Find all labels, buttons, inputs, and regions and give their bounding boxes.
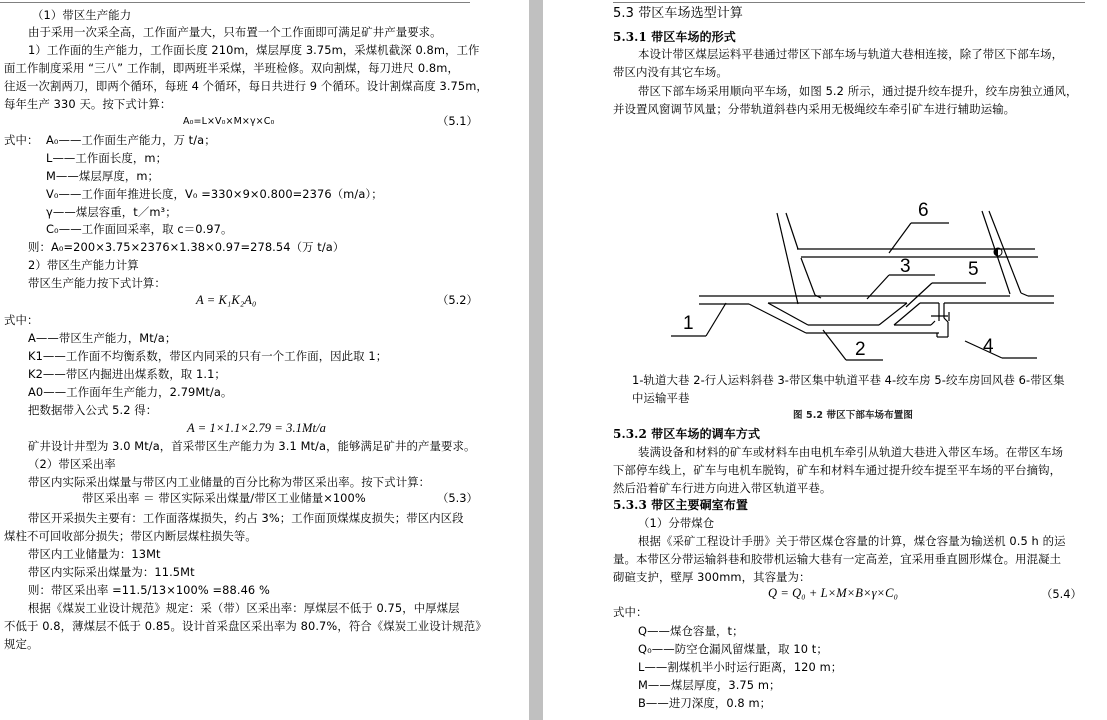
formula-result-5-2: A = 1×1.1×2.79 = 3.1Mt/a: [187, 421, 327, 435]
heading-area-capacity: 2）带区生产能力计算: [28, 258, 139, 272]
definition: M——煤层厚度，m；: [46, 169, 160, 183]
figure-caption: 图 5.2 带区下部车场布置图: [793, 410, 913, 421]
paragraph-line: 本设计带区煤层运料平巷通过带区下部车场与轨道大巷相连接，除了带区下部车场，: [638, 47, 1064, 61]
definition: Q——煤仓容量，t；: [638, 624, 744, 638]
figure-label-5: 5: [968, 259, 979, 280]
paragraph: 带区内实际采出煤量与带区内工业储量的百分比称为带区采出率。按下式计算：: [28, 475, 431, 489]
where-label: 式中：: [4, 313, 39, 327]
paragraph-line: 根据《煤炭工业设计规范》规定：采（带）区采出率：厚煤层不低于 0.75，中厚煤层: [28, 601, 460, 615]
page-top-rule: [613, 2, 1085, 3]
page-gap-divider: [529, 0, 543, 720]
paragraph-line: 然后沿着矿车行进方向进入带区轨道平巷。: [613, 481, 832, 495]
heading-recovery-rate: （2）带区采出率: [28, 457, 116, 471]
figure-label-3: 3: [900, 256, 911, 277]
paragraph-line: 下部停车线上，矿车与电机车脱钩，矿车和材料车通过提升绞车提至平车场的平台摘钩，: [613, 463, 1062, 477]
document-page-right: [543, 0, 1107, 720]
formula-5-3: 带区采出率 ＝ 带区实际采出煤量/带区工业储量×100%: [82, 491, 366, 505]
where-label: 式中：: [4, 133, 39, 147]
paragraph-line: 带区下部车场采用顺向平车场，如图 5.2 所示，通过提升绞车提升，绞车房独立通风，: [638, 84, 1078, 98]
definition: γ——煤层容重，t／m³；: [46, 205, 177, 219]
heading-coal-bin: （1）分带煤仓: [638, 516, 715, 530]
figure-label-4: 4: [983, 336, 994, 357]
paragraph-line: 根据《采矿工程设计手册》关于带区煤仓容量的计算，煤仓容量为输送机 0.5 h 的运: [638, 534, 1066, 548]
equation-number: （5.2）: [437, 293, 478, 307]
subsection-title: 5.3.2 带区车场的调车方式: [613, 427, 761, 441]
paragraph-line: 量。本带区分带运输斜巷和胶带机运输大巷有一定高差，宜采用垂直圆形煤仓。用混凝土: [613, 552, 1062, 566]
paragraph-line: 装满设备和材料的矿车或材料车由电机车牵引从轨道大巷进入带区车场。在带区车场: [638, 445, 1064, 459]
figure-label-1: 1: [683, 313, 694, 334]
paragraph-line: 不低于 0.8，薄煤层不低于 0.85。设计首采盘区采出率为 80.7%，符合《煤炭工业设计规范》: [4, 619, 487, 633]
page-top-rule: [0, 2, 470, 3]
figure-label-6: 6: [918, 200, 929, 221]
paragraph-line: 并设置风窗调节风量；分带轨道斜巷内采用无极绳绞车牵引矿车进行辅助运输。: [613, 102, 1016, 116]
paragraph-line: 煤柱不可回收部分损失；带区内断层煤柱损失等。: [4, 529, 257, 543]
mine-yard-layout-diagram: [643, 185, 1073, 370]
definition: B——进刀深度，0.8 m；: [638, 696, 772, 710]
definition: C₀——工作面回采率，取 c＝0.97。: [46, 222, 233, 236]
result-line: 则：A₀=200×3.75×2376×1.38×0.97=278.54（万 t/a）: [28, 240, 345, 254]
definition: M——煤层厚度，3.75 m；: [638, 678, 781, 692]
paragraph: 把数据带入公式 5.2 得：: [28, 403, 158, 417]
definition: A0——工作面年生产能力，2.79Mt/a。: [28, 385, 233, 399]
paragraph-line: 规定。: [4, 637, 39, 651]
equation-number: （5.1）: [437, 114, 478, 128]
paragraph-line: 带区内没有其它车场。: [613, 65, 728, 79]
paragraph-line: 砌碹支护，壁厚 300mm，其容量为：: [613, 570, 811, 584]
paragraph: 带区内工业储量为：13Mt: [28, 547, 161, 561]
definition: A——带区生产能力，Mt/a；: [28, 331, 177, 345]
definition: A₀——工作面生产能力，万 t/a；: [46, 133, 216, 147]
figure-legend-line: 中运输平巷: [632, 391, 690, 405]
paragraph-line: 每年生产 330 天。按下式计算：: [4, 97, 172, 111]
paragraph: 带区生产能力按下式计算：: [28, 276, 166, 290]
definition: L——割煤机半小时运行距离，120 m；: [638, 660, 843, 674]
subsection-title: 5.3.3 带区主要硐室布置: [613, 498, 748, 512]
paragraph: 矿井设计井型为 3.0 Mt/a，首采带区生产能力为 3.1 Mt/a，能够满足矿井的产量要求。: [28, 439, 476, 453]
document-page-left: [0, 0, 529, 720]
definition: K1——工作面不均衡系数，带区内同采的只有一个工作面，因此取 1；: [28, 349, 388, 363]
where-label: 式中：: [613, 605, 648, 619]
definition: Q₀——防空仓漏风留煤量，取 10 t；: [638, 642, 828, 656]
paragraph-line: 带区开采损失主要有：工作面落煤损失，约占 3%；工作面顶煤煤皮损失；带区内区段: [28, 511, 464, 525]
paragraph: 由于采用一次采全高，工作面产量大，只布置一个工作面即可满足矿井产量要求。: [28, 25, 442, 39]
definition: V₀——工作面年推进长度，V₀ =330×9×0.800=2376（m/a）；: [46, 187, 383, 201]
definition: L——工作面长度，m；: [46, 151, 168, 165]
paragraph-line: 面工作制度采用 “三八” 工作制，即两班半采煤，半班检修。双向割煤，每刀进尺 0.8m，: [4, 61, 459, 75]
heading-production-capacity: （1）带区生产能力: [32, 8, 132, 22]
subsection-title: 5.3.1 带区车场的形式: [613, 30, 736, 44]
paragraph: 则：带区采出率 =11.5/13×100% =88.46 %: [28, 583, 270, 597]
figure-label-2: 2: [855, 339, 866, 360]
paragraph-line: 1）工作面的生产能力，工作面长度 210m，煤层厚度 3.75m，采煤机截深 0.8m，工作: [28, 43, 480, 57]
formula-5-2: A = K₁K₂A₀: [196, 293, 257, 307]
equation-number: （5.4）: [1041, 587, 1082, 601]
formula-5-1: A₀=L×V₀×M×γ×C₀: [183, 116, 275, 127]
definition: K2——带区内掘进出煤系数，取 1.1；: [28, 367, 226, 381]
formula-5-4: Q = Q₀ + L×M×B×γ×C₀: [768, 586, 899, 600]
equation-number: （5.3）: [437, 491, 478, 505]
paragraph-line: 往返一次割两刀，即两个循环，每班 4 个循环，每日共进行 9 个循环。设计割煤高度 3.75m，: [4, 79, 488, 93]
figure-legend-line: 1-轨道大巷 2-行人运料斜巷 3-带区集中轨道平巷 4-绞车房 5-绞车房回风巷 6-带区集: [632, 373, 1065, 387]
paragraph: 带区内实际采出煤量为：11.5Mt: [28, 565, 195, 579]
section-title: 5.3 带区车场选型计算: [613, 6, 744, 21]
